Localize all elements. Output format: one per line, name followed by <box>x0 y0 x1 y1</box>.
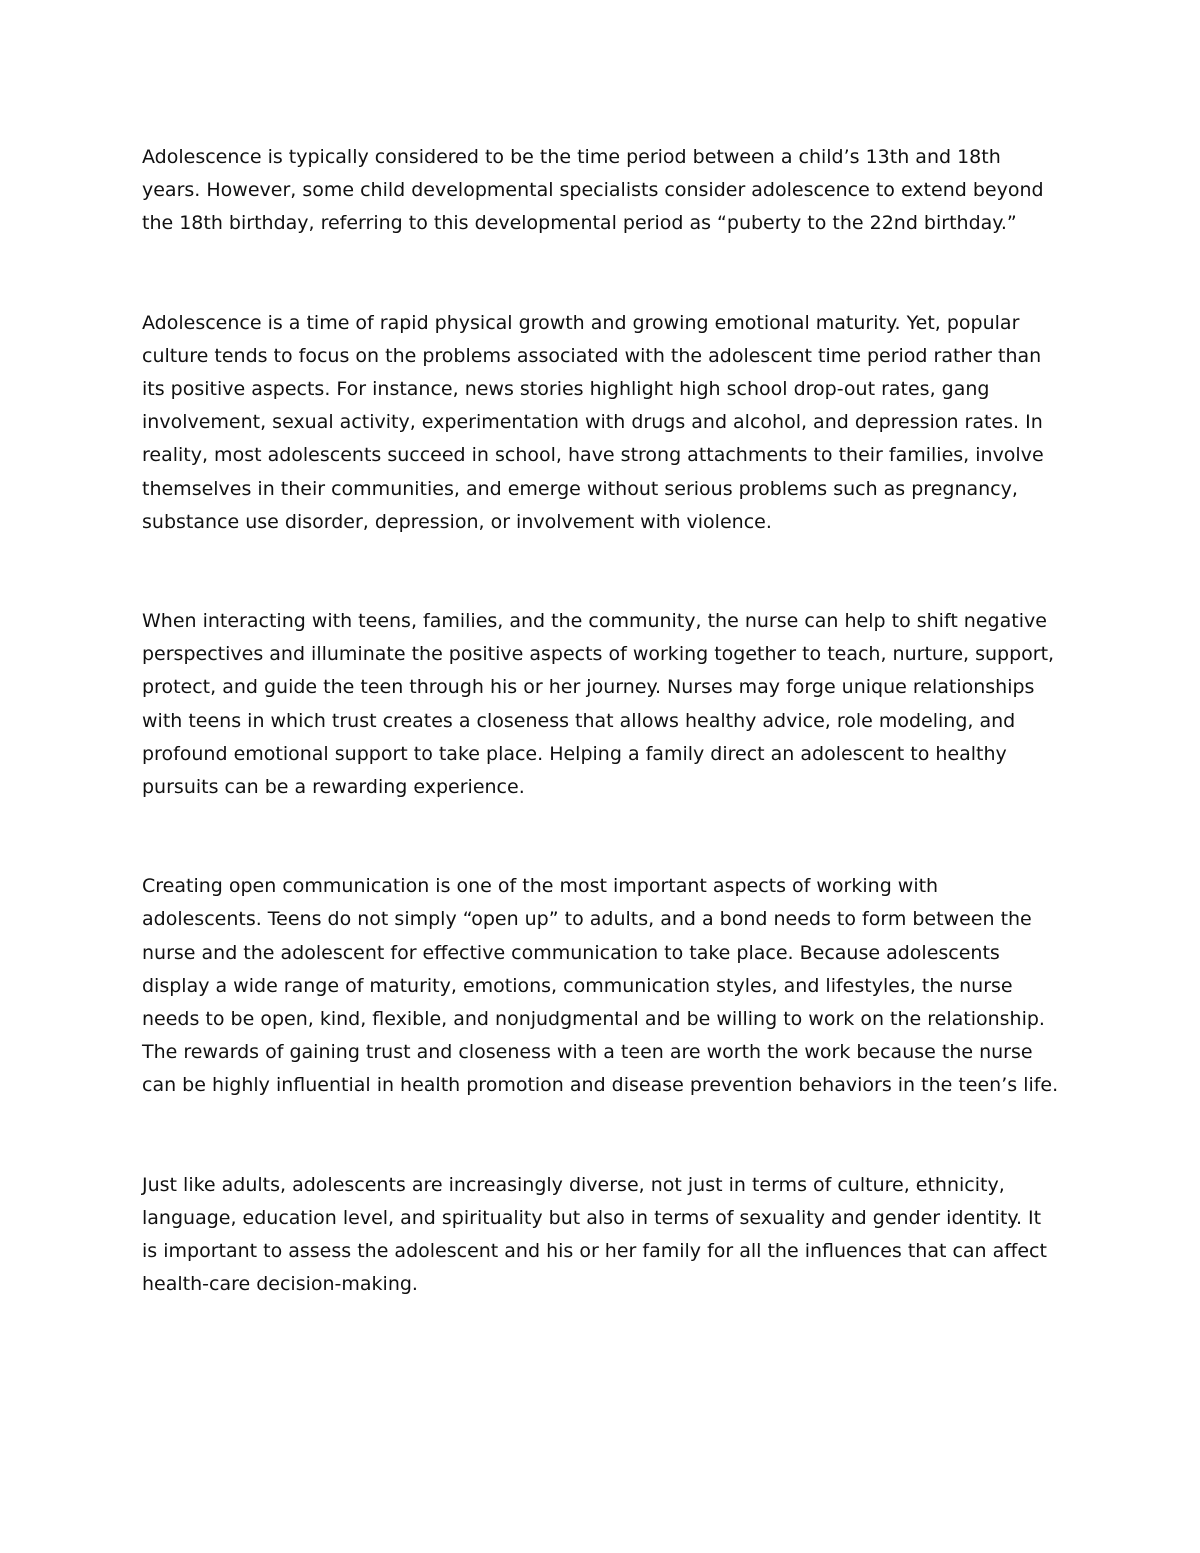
paragraph-diversity: Just like adults, adolescents are increasingly diverse, not just in terms of culture, ethnicity, language, education level, and spirituality but also in terms of sexuality and gender identity. It is important to assess the adolescent and his or her family for all the influences that can affect health-care decision-making. <box>142 1173 1047 1296</box>
paragraph-adolescence-definition: Adolescence is typically considered to be the time period between a child’s 13th and 18th years. However, some child developmental specialists consider adolescence to extend beyond the 18th birthday, referring to this developmental period as “puberty to the 22nd birthday.” <box>142 146 1044 235</box>
paragraph-growth-and-popular-culture: Adolescence is a time of rapid physical growth and growing emotional maturity. Yet, popular culture tends to focus on the problems associated with the adolescent time period rather than its positive aspects. For instance, news stories highlight high school drop-out rates, gang involvement, sexual activity, experimentation with drugs and alcohol, and depression rates. In reality, most adolescents succeed in school, have strong attachments to their families, involve themselves in their communities, and emerge without serious problems such as pregnancy, substance use disorder, depression, or involvement with violence. <box>142 311 1044 533</box>
paragraph-nurse-interaction: When interacting with teens, families, and the community, the nurse can help to shift negative perspectives and illuminate the positive aspects of working together to teach, nurture, support, protect, and guide the teen through his or her journey. Nurses may forge unique relationships with teens in which trust creates a closeness that allows healthy advice, role modeling, and profound emotional support to take place. Helping a family direct an adolescent to healthy pursuits can be a rewarding experience. <box>142 610 1055 799</box>
document-body <box>142 141 1062 1301</box>
paragraph-open-communication: Creating open communication is one of the most important aspects of working with adolescents. Teens do not simply “open up” to adults, and a bond needs to form between the nurse and the adolescent for effective communication to take place. Because adolescents display a wide range of maturity, emotions, communication styles, and lifestyles, the nurse needs to be open, kind, flexible, and nonjudgmental and be willing to work on the relationship. The rewards of gaining trust and closeness with a teen are worth the work because the nurse can be highly influential in health promotion and disease prevention behaviors in the teen’s life. <box>142 875 1059 1097</box>
